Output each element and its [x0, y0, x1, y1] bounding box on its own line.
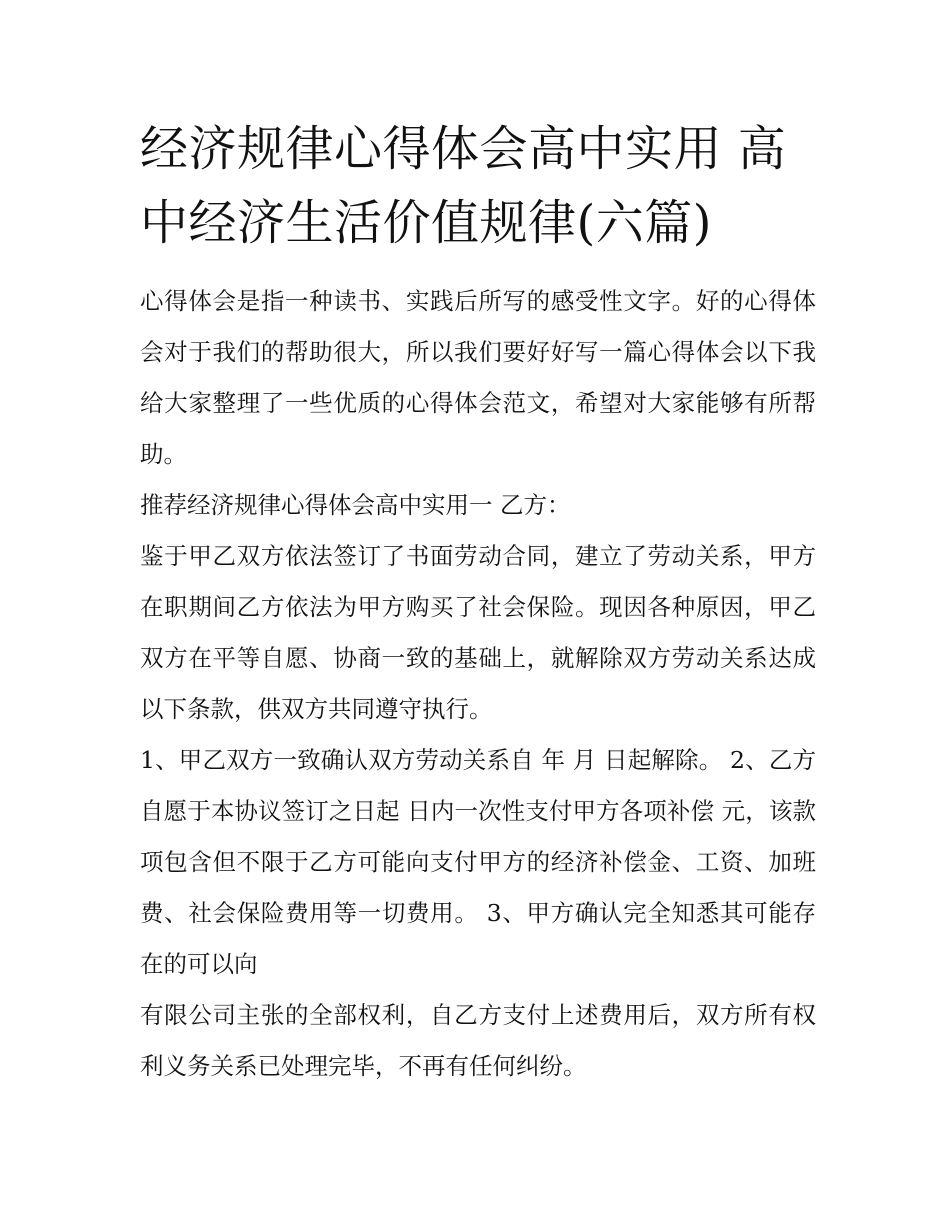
- document-body: [140, 276, 816, 1092]
- paragraph-agreement-rights: 有限公司主张的全部权利，自乙方支付上述费用后，双方所有权利义务关系已处理完毕，不再有任何纠纷。: [140, 1001, 816, 1080]
- document-title: 经济规律心得体会高中实用 高中经济生活价值规律(六篇): [140, 121, 787, 251]
- paragraph-agreement-background: 鉴于甲乙双方依法签订了书面劳动合同，建立了劳动关系，甲方在职期间乙方依法为甲方购买了社会保险。现因各种原因，甲乙双方在平等自愿、协商一致的基础上，就解除双方劳动关系达成以下条款，供双方共同遵守执行。: [140, 542, 816, 723]
- paragraph-agreement-terms: 1、甲乙双方一致确认双方劳动关系自 年 月 日起解除。 2、乙方自愿于本协议签订之日起 日内一次性支付甲方各项补偿 元，该款项包含但不限于乙方可能向支付甲方的经济补偿金、工资、加班费、社会保险费用等一切费用。 3、甲方确认完全知悉其可能存在的可以向: [140, 746, 816, 978]
- paragraph-recommend-heading: 推荐经济规律心得体会高中实用一 乙方：: [140, 491, 571, 519]
- paragraph-intro: 心得体会是指一种读书、实践后所写的感受性文字。好的心得体会对于我们的帮助很大，所以我们要好好写一篇心得体会以下我给大家整理了一些优质的心得体会范文，希望对大家能够有所帮助。: [140, 287, 816, 468]
